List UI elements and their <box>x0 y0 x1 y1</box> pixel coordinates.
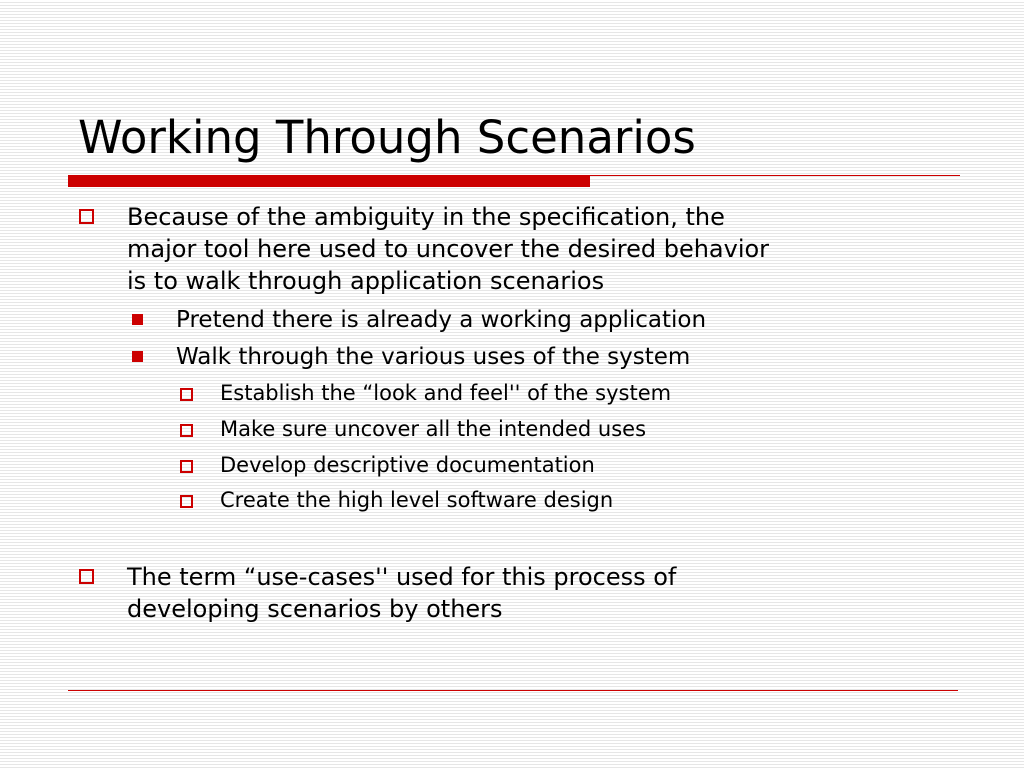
sub-sub-bullet-1: Establish the “look and feel'' of the system <box>220 381 672 405</box>
sub-sub-bullet-2: Make sure uncover all the intended uses <box>220 417 647 441</box>
bullet-1-line-1: Because of the ambiguity in the specification, the <box>127 203 725 231</box>
bullet-2-line-1: The term “use-cases'' used for this process of <box>127 563 677 591</box>
hollow-square-bullet-icon <box>79 569 94 584</box>
hollow-square-bullet-icon <box>180 388 193 401</box>
sub-bullet-2: Walk through the various uses of the system <box>176 344 691 370</box>
footer-divider <box>68 690 958 691</box>
hollow-square-bullet-icon <box>79 209 94 224</box>
title-underline-thin <box>590 175 960 176</box>
bullet-1-line-2: major tool here used to uncover the desired behavior <box>127 235 770 263</box>
hollow-square-bullet-icon <box>180 495 193 508</box>
title-underline-thick <box>68 175 590 187</box>
hollow-square-bullet-icon <box>180 424 193 437</box>
bullet-1-line-3: is to walk through application scenarios <box>127 267 605 295</box>
sub-sub-bullet-4: Create the high level software design <box>220 488 614 512</box>
hollow-square-bullet-icon <box>180 460 193 473</box>
sub-bullet-1: Pretend there is already a working application <box>176 307 707 333</box>
slide-title: Working Through Scenarios <box>78 111 696 164</box>
sub-sub-bullet-3: Develop descriptive documentation <box>220 453 595 477</box>
filled-square-bullet-icon <box>132 314 143 325</box>
bullet-2-line-2: developing scenarios by others <box>127 595 503 623</box>
filled-square-bullet-icon <box>132 351 143 362</box>
